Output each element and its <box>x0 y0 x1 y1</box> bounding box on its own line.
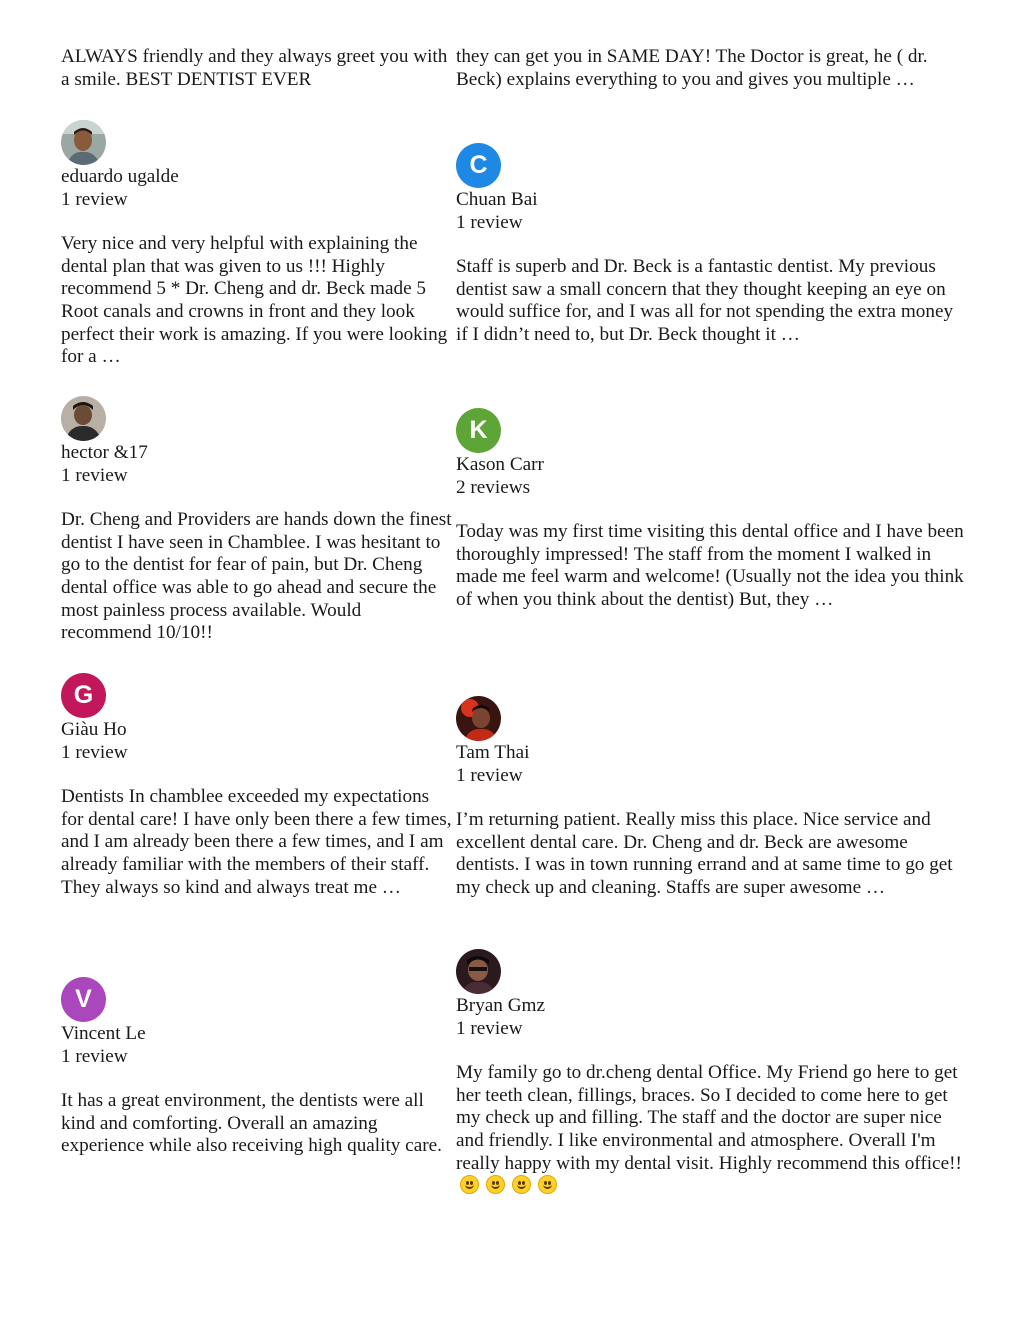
reviewer-name[interactable]: Giàu Ho <box>61 719 127 740</box>
reviewer-name[interactable]: hector &17 <box>61 442 148 463</box>
review-text: It has a great environment, the dentists were all kind and comforting. Overall an amazing experience while also receiving high quality care. <box>61 1090 442 1157</box>
user-photo-icon[interactable] <box>456 949 501 994</box>
review-text: they can get you in SAME DAY! The Doctor is great, he ( dr. Beck) explains everything to you and gives you multiple … <box>456 46 928 90</box>
review-count: 1 review <box>61 1045 128 1067</box>
reviewer-name[interactable]: Tam Thai <box>456 742 530 763</box>
user-photo-icon[interactable] <box>61 396 106 441</box>
review-continuation <box>61 46 453 91</box>
reviewer-name[interactable]: Vincent Le <box>61 1023 146 1044</box>
avatar-letter: C <box>469 151 488 179</box>
letter-avatar-icon[interactable] <box>456 143 501 188</box>
smiling-face-emoji-icon <box>538 1175 557 1194</box>
smiling-face-emoji-icon <box>486 1175 505 1194</box>
review-count: 1 review <box>456 1017 523 1039</box>
review-text: Very nice and very helpful with explaining the dental plan that was given to us !!! Highly recommend 5 * Dr. Cheng and dr. Beck made 5 Root canals and crowns in front and they look perfect their work is amazing. If you were looking for a … <box>61 233 448 368</box>
letter-avatar-icon[interactable] <box>456 408 501 453</box>
review-text: My family go to dr.cheng dental Office. My Friend go here to get her teeth clean, fillings, braces. So I decided to come here to get my check up and filling. The staff and the doctor are super nice and friendly. I like environmental and atmosphere. Overall I'm really happy with my dental visit. Highly recommend this office!! <box>456 1062 962 1174</box>
review-card <box>456 696 966 900</box>
reviewer-name[interactable]: eduardo ugalde <box>61 166 179 187</box>
smiling-face-emoji-icon <box>460 1175 479 1194</box>
avatar-letter: V <box>75 985 92 1013</box>
letter-avatar-icon[interactable] <box>61 977 106 1022</box>
review-text: ALWAYS friendly and they always greet you with a smile. BEST DENTIST EVER <box>61 46 448 90</box>
review-count: 1 review <box>61 741 128 763</box>
avatar-letter: G <box>73 681 94 709</box>
reviewer-name[interactable]: Kason Carr <box>456 454 544 475</box>
review-continuation <box>456 46 966 91</box>
review-card <box>61 396 453 645</box>
review-card <box>61 120 453 369</box>
smiling-face-emoji-icon <box>512 1175 531 1194</box>
review-card <box>61 673 453 899</box>
review-text: Staff is superb and Dr. Beck is a fantastic dentist. My previous dentist saw a small concern that they thought keeping an eye on would suffice for, and I was all for not spending the extra money if I didn’t need to, but Dr. Beck thought it … <box>456 256 954 345</box>
review-text: Today was my first time visiting this dental office and I have been thoroughly impressed! The staff from the moment I walked in made me feel warm and welcome! (Usually not the idea you think of when you think about the dentist) But, they … <box>456 521 964 610</box>
user-photo-icon[interactable] <box>456 696 501 741</box>
review-text-container <box>456 1062 966 1199</box>
review-card <box>61 977 453 1158</box>
review-text: Dentists In chamblee exceeded my expectations for dental care! I have only been there a few times, and I am already been there a few times, and I am already familiar with the members of their staff. They always so kind and always treat me … <box>61 786 452 898</box>
review-card <box>456 408 966 612</box>
avatar-letter: K <box>469 416 488 444</box>
review-count: 1 review <box>456 211 523 233</box>
reviewer-name[interactable]: Bryan Gmz <box>456 995 545 1016</box>
review-text: I’m returning patient. Really miss this place. Nice service and excellent dental care. Dr. Cheng and dr. Beck are awesome dentists. I was in town running errand and at same time to go get my check up and cleaning. Staffs are super awesome … <box>456 809 953 898</box>
letter-avatar-icon[interactable] <box>61 673 106 718</box>
user-photo-icon[interactable] <box>61 120 106 165</box>
review-count: 2 reviews <box>456 476 531 498</box>
review-count: 1 review <box>61 188 128 210</box>
review-count: 1 review <box>61 464 128 486</box>
review-card <box>456 949 966 1199</box>
review-text: Dr. Cheng and Providers are hands down the finest dentist I have seen in Chamblee. I was hesitant to go to the dentist for fear of pain, but Dr. Cheng dental office was able to go ahead and secure the most painless process available. Would recommend 10/10!! <box>61 509 452 644</box>
reviewer-name[interactable]: Chuan Bai <box>456 189 538 210</box>
review-count: 1 review <box>456 764 523 786</box>
review-card <box>456 143 966 347</box>
